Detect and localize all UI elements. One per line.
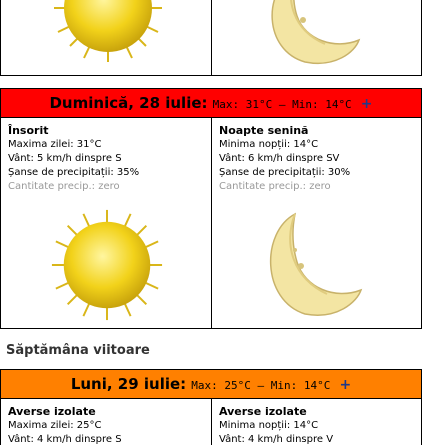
top-cell-left-border	[0, 0, 1, 76]
sunday-bottom-border	[0, 328, 422, 329]
crescent-moon-icon	[255, 0, 365, 68]
forecast-line: Minima nopții: 14°C	[219, 420, 319, 431]
monday-divider	[211, 399, 212, 445]
forecast-precip-amount: Cantitate precip.: zero	[219, 181, 331, 192]
expand-plus-icon[interactable]: +	[360, 96, 373, 112]
top-cell-bottom-border	[0, 75, 422, 76]
forecast-title: Însorit	[8, 124, 49, 137]
temperature-range: Max: 25°C – Min: 14°C	[191, 379, 331, 392]
day-header-sunday	[0, 88, 422, 118]
monday-day-forecast	[8, 405, 208, 447]
sunday-left-border	[0, 118, 1, 329]
temperature-range: Max: 31°C – Min: 14°C	[212, 98, 352, 111]
sunday-day-forecast	[8, 124, 208, 194]
top-cell-right-border	[421, 0, 422, 76]
monday-right-border	[421, 399, 422, 445]
forecast-line: Vânt: 4 km/h dinspre V	[219, 434, 334, 445]
forecast-line: Șanse de precipitații: 35%	[8, 167, 140, 178]
sunday-right-border	[421, 118, 422, 329]
sunday-night-forecast	[219, 124, 419, 194]
monday-night-forecast	[219, 405, 419, 447]
sun-icon	[48, 206, 166, 324]
forecast-title: Noapte senină	[219, 124, 309, 137]
forecast-line: Vânt: 6 km/h dinspre SV	[219, 153, 340, 164]
forecast-line: Minima nopții: 14°C	[219, 139, 319, 150]
day-header-monday	[0, 369, 422, 399]
forecast-line: Șanse de precipitații: 30%	[219, 167, 351, 178]
crescent-moon-icon	[255, 210, 365, 320]
top-cell-divider	[211, 0, 212, 76]
forecast-line: Vânt: 5 km/h dinspre S	[8, 153, 122, 164]
forecast-line: Maxima zilei: 31°C	[8, 139, 102, 150]
next-week-title: Săptămâna viitoare	[6, 343, 150, 358]
forecast-precip-amount: Cantitate precip.: zero	[8, 181, 120, 192]
forecast-line: Maxima zilei: 25°C	[8, 420, 102, 431]
forecast-line: Vânt: 4 km/h dinspre S	[8, 434, 122, 445]
forecast-title: Averse izolate	[219, 405, 307, 418]
expand-plus-icon[interactable]: +	[339, 377, 352, 393]
forecast-title: Averse izolate	[8, 405, 96, 418]
sun-icon	[48, 0, 168, 68]
sunday-divider	[211, 118, 212, 329]
day-heading: Duminică, 28 iulie:	[49, 94, 208, 112]
day-heading: Luni, 29 iulie:	[70, 375, 187, 393]
monday-left-border	[0, 399, 1, 445]
